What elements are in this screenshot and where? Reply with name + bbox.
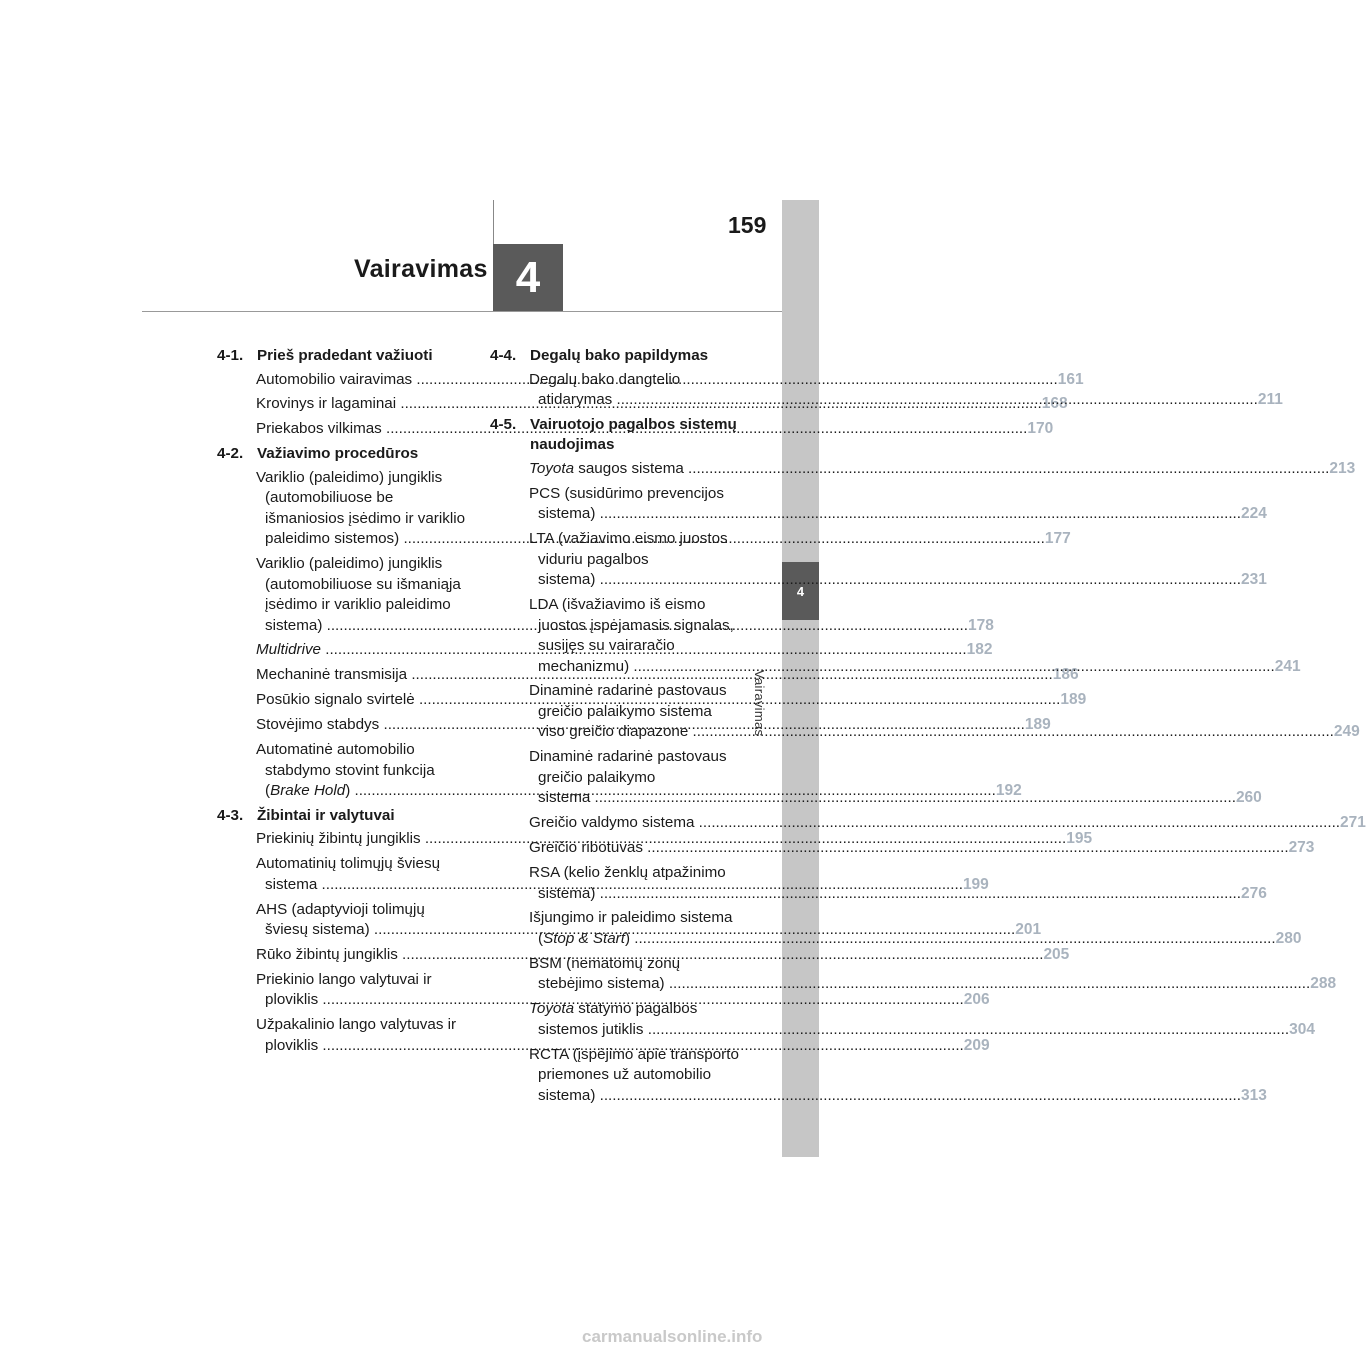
toc-entry-line: įsėdimo ir variklio paleidimo <box>265 596 451 614</box>
toc-entry-line: BSM (nematomų zonų <box>529 954 681 972</box>
toc-entry-text: sistema) <box>538 884 600 902</box>
page-reference[interactable]: 241 <box>1274 657 1301 675</box>
page-reference[interactable]: 177 <box>1044 530 1071 548</box>
toc-entry-line: Dinaminė radarinė pastovaus <box>529 682 727 700</box>
page-reference[interactable]: 201 <box>1015 921 1042 939</box>
page-reference[interactable]: 195 <box>1066 830 1093 848</box>
toc-entry-line: susijęs su vairaračio <box>538 637 675 655</box>
toc-entry[interactable] <box>529 813 1366 834</box>
dot-leader <box>600 571 1241 588</box>
section-number: 4-4. <box>490 347 517 364</box>
section-number: 4-2. <box>217 445 244 463</box>
toc-entry-line: juostos įspėjamasis signalas, <box>538 616 734 634</box>
toc-entry-text: ploviklis <box>265 991 323 1009</box>
toc-entry-last-line <box>256 875 989 896</box>
toc-entry-line: Išjungimo ir paleidimo sistema <box>529 909 733 927</box>
toc-entry[interactable] <box>529 459 1356 480</box>
toc-entry-text: Posūkio signalo svirtelė <box>256 691 419 709</box>
section-heading <box>217 444 467 465</box>
dot-leader <box>600 885 1241 902</box>
toc-entry-text: ploviklis <box>265 1036 323 1054</box>
toc-entry-text: sistema <box>538 789 595 807</box>
toc-entry-text: Automobilio vairavimas <box>256 370 417 388</box>
toc-entry-line: priemones už automobilio <box>538 1066 712 1084</box>
toc-entry-text: (Stop & Start) <box>538 929 635 947</box>
toc-entry-text: Toyota saugos sistema <box>529 459 689 477</box>
dot-leader <box>595 789 1236 806</box>
toc-entry-text: sistemos jutiklis <box>538 1020 648 1038</box>
toc-entry-line: Degalų bako dangtelio <box>529 370 681 388</box>
dot-leader <box>647 839 1288 856</box>
toc-entry-last-line <box>529 504 1267 525</box>
toc-entry-line: (automobiliuose be <box>265 489 394 507</box>
page-reference[interactable]: 209 <box>963 1036 990 1054</box>
dot-leader <box>688 460 1329 477</box>
section-title <box>530 346 740 367</box>
section-title-line: naudojimas <box>530 436 615 454</box>
page-reference[interactable]: 189 <box>1060 691 1087 709</box>
toc-entry-last-line <box>529 570 1267 591</box>
watermark: carmanualsonline.info <box>582 1327 763 1346</box>
toc-entry-text: Mechaninė transmisija <box>256 666 412 684</box>
page-reference[interactable]: 288 <box>1310 975 1337 993</box>
toc-entry-text: Greičio ribotuvas <box>529 839 648 857</box>
toc-entry-last-line <box>529 813 1366 834</box>
toc-entry-line: AHS (adaptyvioji tolimųjų <box>256 900 425 918</box>
page-reference[interactable]: 161 <box>1057 370 1084 388</box>
toc-entry-text: šviesų sistema) <box>265 921 374 939</box>
dot-leader <box>633 658 1274 675</box>
page-reference[interactable]: 186 <box>1052 666 1079 684</box>
section-title-line: Žibintai ir valytuvai <box>257 806 395 824</box>
section-title <box>530 415 740 456</box>
page-reference[interactable]: 189 <box>1024 716 1051 734</box>
toc-entry-line: Priekinio lango valytuvai ir <box>256 970 432 988</box>
toc-entry-line: stabdymo stovint funkcija <box>265 761 435 779</box>
page-reference[interactable]: 276 <box>1241 884 1267 902</box>
page-reference[interactable]: 206 <box>963 991 990 1009</box>
toc-entry-text: (Brake Hold) <box>265 782 355 800</box>
page-reference[interactable]: 273 <box>1288 839 1315 857</box>
page-reference[interactable]: 271 <box>1340 814 1366 832</box>
page-reference[interactable]: 199 <box>962 875 989 893</box>
toc-entry-text: mechanizmu) <box>538 657 634 675</box>
toc-entry-text: Greičio valdymo sistema <box>529 814 699 832</box>
page-reference[interactable]: 170 <box>1027 420 1054 438</box>
page-reference[interactable]: 205 <box>1043 946 1070 964</box>
section-title-line: Prieš pradedant važiuoti <box>257 347 433 364</box>
section-title-line: Važiavimo procedūros <box>257 445 419 463</box>
page-reference[interactable]: 211 <box>1257 391 1283 408</box>
section-heading <box>490 415 740 456</box>
toc-entry-line: RCTA (įspėjimo apie transporto <box>529 1045 739 1063</box>
toc-entry-line: PCS (susidūrimo prevencijos <box>529 484 724 502</box>
dot-leader <box>699 814 1340 831</box>
chapter-title: Vairavimas <box>354 255 488 283</box>
toc-entry-line: Užpakalinio lango valytuvas ir <box>256 1016 457 1034</box>
toc-entry-line: Toyota statymo pagalbos <box>529 1000 698 1018</box>
page-reference[interactable]: 168 <box>1041 395 1068 413</box>
toc-entry-text <box>256 641 325 658</box>
section-heading <box>217 806 467 827</box>
page-reference[interactable]: 182 <box>966 641 993 659</box>
toc-entry-line: išmaniosios įsėdimo ir variklio <box>265 509 466 527</box>
toc-entry-line: greičio palaikymo sistema <box>538 702 712 720</box>
section-number: 4-3. <box>217 806 244 824</box>
page-reference[interactable]: 280 <box>1275 929 1302 947</box>
page-reference[interactable]: 260 <box>1235 789 1262 807</box>
page-reference[interactable]: 231 <box>1241 571 1267 589</box>
section-number: 4-1. <box>217 347 244 364</box>
toc-entry-line: Variklio (paleidimo) jungiklis <box>256 468 443 486</box>
toc-entry-text: Priekinių žibintų jungiklis <box>256 830 425 848</box>
toc-entry-emphasis: Brake Hold <box>270 782 346 800</box>
section-title <box>257 346 467 367</box>
page-number: 159 <box>728 212 767 238</box>
toc-entry-last-line <box>529 1086 1267 1107</box>
toc-entry-text: Rūko žibintų jungiklis <box>256 946 403 964</box>
page-reference[interactable]: 313 <box>1241 1086 1267 1104</box>
toc-entry-emphasis: Toyota <box>529 459 575 477</box>
page-reference[interactable]: 249 <box>1333 723 1360 741</box>
toc-entry-text: atidarymas <box>538 391 617 408</box>
section-title <box>257 806 467 827</box>
dot-leader <box>600 505 1241 522</box>
header-horizontal-rule <box>142 311 782 312</box>
toc-entry-last-line <box>529 459 1356 480</box>
dot-leader <box>634 930 1275 947</box>
page-reference[interactable]: 224 <box>1241 505 1267 523</box>
dot-leader <box>617 391 1258 408</box>
toc-entry-last-line <box>529 974 1337 995</box>
toc-entry-emphasis: Stop & Start <box>543 929 625 947</box>
section-title-line: Degalų bako papildymas <box>530 347 709 364</box>
toc-entry-text: paleidimo sistemos) <box>265 530 404 548</box>
section-heading <box>217 346 467 367</box>
header-vertical-rule <box>493 200 494 246</box>
dot-leader <box>669 975 1310 992</box>
section-number: 4-5. <box>490 415 517 433</box>
toc-entry-text: sistema <box>265 875 322 893</box>
chapter-number: 4 <box>515 253 541 302</box>
toc-entry-line: LTA (važiavimo eismo juostos <box>529 530 728 548</box>
toc-entry-text: sistema) <box>538 571 600 589</box>
toc-entry-text: Stovėjimo stabdys <box>256 716 384 734</box>
side-tab-label: Vairavimas <box>751 670 767 737</box>
toc-entry-emphasis: Multidrive <box>256 641 321 659</box>
toc-entry-text: viso greičio diapazone <box>538 723 693 741</box>
toc-entry[interactable] <box>529 484 1267 525</box>
page-reference[interactable]: 213 <box>1329 459 1356 477</box>
section-title-line: Vairuotojo pagalbos sistemų <box>530 415 737 433</box>
toc-entry-text: Priekabos vilkimas <box>256 420 386 438</box>
toc-entry-last-line <box>529 1020 1315 1041</box>
dot-leader <box>693 723 1334 740</box>
toc-entry-line: RSA (kelio ženklų atpažinimo <box>529 864 726 882</box>
page-reference[interactable]: 178 <box>968 616 994 634</box>
toc-entry-line: Automatinių tolimųjų šviesų <box>256 855 441 873</box>
toc-entry-text: Krovinys ir lagaminai <box>256 395 401 413</box>
toc-entry-text: sistema) <box>538 505 600 523</box>
side-tab-number[interactable]: 4 <box>782 562 819 620</box>
page-reference[interactable]: 192 <box>995 782 1022 800</box>
page-reference[interactable]: 304 <box>1289 1020 1315 1038</box>
toc-entry-text: sistema) <box>538 1086 600 1104</box>
toc-entry-line: Automatinė automobilio <box>256 741 415 759</box>
toc-entry-text: stebėjimo sistema) <box>538 975 669 993</box>
toc-entry-text: sistema) <box>265 616 327 634</box>
chapter-number-box <box>493 244 563 312</box>
toc-entry-line: Variklio (paleidimo) jungiklis <box>256 555 443 573</box>
toc-entry-line: Dinaminė radarinė pastovaus <box>529 748 727 766</box>
section-heading <box>490 346 740 367</box>
toc-entry-emphasis: Toyota <box>529 1000 575 1018</box>
toc-entry-line: (automobiliuose su išmaniąja <box>265 575 461 593</box>
toc-entry-line: viduriu pagalbos <box>538 550 649 568</box>
dot-leader <box>648 1021 1289 1038</box>
toc-entry-line: greičio palaikymo <box>538 768 656 786</box>
toc-entry-line: LDA (išvažiavimo iš eismo <box>529 596 706 614</box>
section-title <box>257 444 467 465</box>
dot-leader <box>600 1087 1241 1104</box>
